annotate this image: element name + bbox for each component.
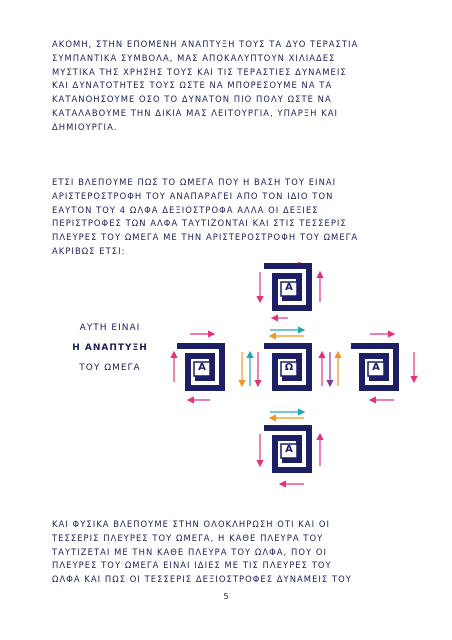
caption-line: ΤΟΥ ΩΜΕΓΑ	[79, 363, 141, 373]
text-line: ΣΥΜΠΑΝΤΙΚΑ ΣΥΜΒΟΛΑ, ΜΑΣ ΑΠΟΚΑΛΥΠΤΟΥΝ ΧΙΛΙΑΔΕΣ	[52, 52, 336, 63]
text-line: ΜΥΣΤΙΚΑ ΤΗΣ ΧΡΗΣΗΣ ΤΟΥΣ ΚΑΙ ΤΙΣ ΤΕΡΑΣΤΙΕΣ ΔΥΝΑΜΕΙΣ	[52, 66, 347, 77]
page-number: 5	[223, 592, 229, 601]
paragraph-omega	[52, 176, 404, 259]
paragraph-conclusion	[52, 518, 404, 587]
text-line: ΕΑΥΤΟΝ ΤΟΥ 4 ΩΛΦΑ ΔΕΞΙΟΣΤΡΟΦΑ ΑΛΛΑ ΟΙ ΔΕΞΙΕΣ	[52, 204, 319, 215]
text-line: ΩΛΦΑ ΚΑΙ ΠΩΣ ΟΙ ΤΕΣΣΕΡΙΣ ΔΕΞΙΟΣΤΡΟΦΕΣ ΔΥΝΑΜΕΙΣ ΤΟΥ	[52, 574, 352, 585]
figure-caption	[60, 318, 160, 378]
text-line: ΤΑΥΤΙΖΕΤΑΙ ΜΕ ΤΗΝ ΚΑΘΕ ΠΛΕΥΡΑ ΤΟΥ ΩΛΦΑ, ΠΟΥ ΟΙ	[52, 546, 328, 557]
letter-bottom: Α	[285, 444, 293, 455]
text-line: ΚΑΙ ΔΥΝΑΤΟΤΗΤΕΣ ΤΟΥΣ ΩΣΤΕ ΝΑ ΜΠΟΡΕΣΟΥΜΕ ΝΑ ΤΑ	[52, 80, 333, 91]
text-line: ΠΕΡΙΣΤΡΟΦΕΣ ΤΩΝ ΑΛΦΑ ΤΑΥΤΙΖΟΝΤΑΙ ΚΑΙ ΣΤΙΣ ΤΕΣΣΕΡΙΣ	[52, 218, 347, 229]
text-line: ΕΤΣΙ ΒΛΕΠΟΥΜΕ ΠΩΣ ΤΟ ΩΜΕΓΑ ΠΟΥ Η ΒΑΣΗ ΤΟΥ ΕΙΝΑΙ	[52, 177, 337, 187]
text-line: ΚΑΤΑΝΟΗΣΟΥΜΕ ΟΣΟ ΤΟ ΔΥΝΑΤΟΝ ΠΙΟ ΠΟΛΥ ΩΣΤΕ ΝΑ	[52, 94, 332, 105]
text-line: ΠΛΕΥΡΕΣ ΤΟΥ ΩΜΕΓΑ ΕΙΝΑΙ ΙΔΙΕΣ ΜΕ ΤΙΣ ΠΛΕΥΡΕΣ ΤΟΥ	[52, 560, 332, 571]
paragraph-intro	[52, 38, 404, 135]
text-line: ΚΑΤΑΛΑΒΟΥΜΕ ΤΗΝ ΔΙΚΙΑ ΜΑΣ ΛΕΙΤΟΥΡΓΙΑ, ΥΠΑΡΞΗ ΚΑΙ	[52, 107, 339, 118]
caption-line: ΑΥΤΗ ΕΙΝΑΙ	[79, 323, 141, 333]
text-line: ΤΕΣΣΕΡΙΣ ΠΛΕΥΡΕΣ ΤΟΥ ΩΜΕΓΑ, Η ΚΑΘΕ ΠΛΕΥΡΑ ΤΟΥ	[52, 532, 324, 543]
text-line: ΑΡΙΣΤΕΡΟΣΤΡΟΦΗ ΤΟΥ ΑΝΑΠΑΡΑΓΕΙ ΑΠΟ ΤΟΝ ΙΔΙΟ ΤΟΝ	[52, 190, 334, 201]
text-line: ΠΛΕΥΡΕΣ ΤΟΥ ΩΜΕΓΑ ΜΕ ΤΗΝ ΑΡΙΣΤΕΡΟΣΤΡΟΦΗ ΤΟΥ ΩΜΕΓΑ	[52, 232, 359, 243]
letter-top: Α	[285, 282, 293, 293]
omega-alpha-spiral-figure	[170, 262, 420, 492]
text-line: ΑΚΡΙΒΩΣ ΕΤΣΙ:	[52, 245, 126, 256]
text-line: ΑΚΟΜΗ, ΣΤΗΝ ΕΠΟΜΕΝΗ ΑΝΑΠΤΥΞΗ ΤΟΥΣ ΤΑ ΔΥΟ ΤΕΡΑΣΤΙΑ	[52, 39, 359, 49]
letter-left: Α	[198, 362, 206, 373]
letter-right: Α	[372, 362, 380, 373]
caption-line: Η ΑΝΑΠΤΥΞΗ	[72, 343, 148, 353]
text-line: ΚΑΙ ΦΥΣΙΚΑ ΒΛΕΠΟΥΜΕ ΣΤΗΝ ΟΛΟΚΛΗΡΩΣΗ ΟΤΙ ΚΑΙ ΟΙ	[52, 519, 330, 529]
text-line: ΔΗΜΙΟΥΡΓΙΑ.	[52, 121, 118, 132]
letter-center: Ω	[284, 362, 294, 373]
